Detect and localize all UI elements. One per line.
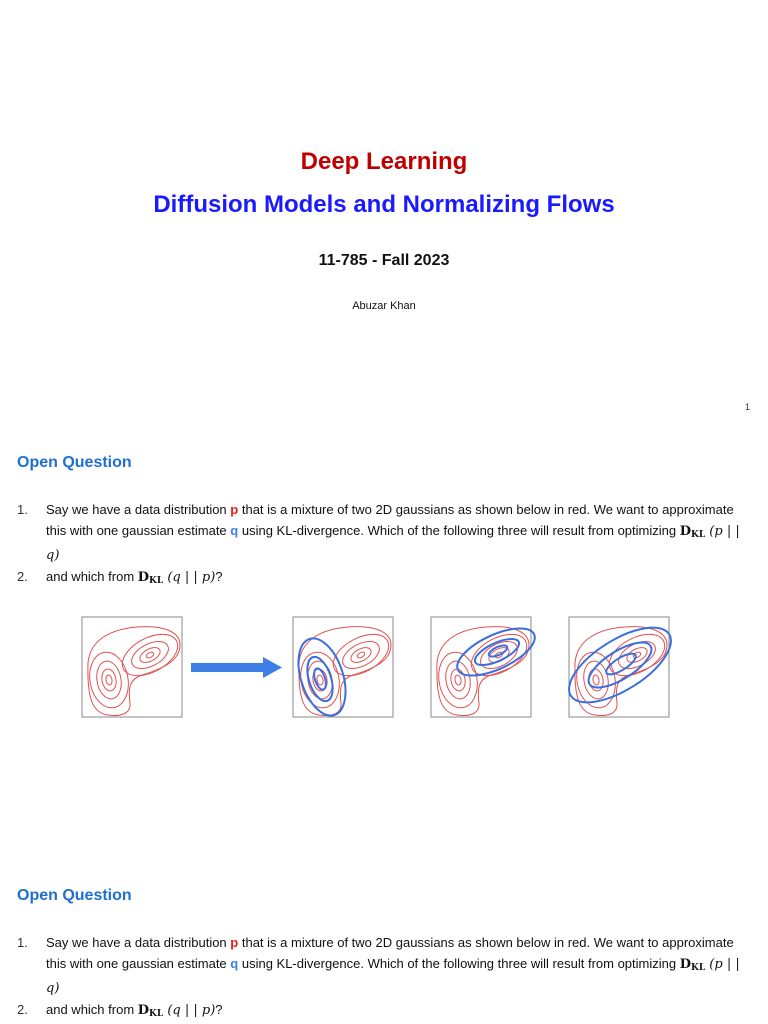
question-list xyxy=(17,933,747,1024)
slide-title: Deep Learning xyxy=(300,148,468,175)
question-slide xyxy=(0,430,768,860)
estimate-panel-b xyxy=(431,617,541,717)
question-item-1 xyxy=(17,933,747,1000)
kl-pq-expression: $D_{KL}$ (p | | q) xyxy=(46,523,740,563)
arrow-icon xyxy=(191,657,282,678)
estimate-panel-a xyxy=(290,617,396,720)
kl-qp-expression: $D_{KL}$ (q | | p) xyxy=(137,569,216,586)
author-name: Abuzar Khan xyxy=(352,300,416,312)
question-item-2 xyxy=(17,567,747,592)
kl-pq-expression: $D_{KL}$ (p | | q) xyxy=(46,956,740,996)
item-text: and which from $D_{KL}$ (q | | p)? xyxy=(46,568,223,586)
q-symbol: q xyxy=(230,522,239,538)
slide-subtitle: Diffusion Models and Normalizing Flows xyxy=(153,191,615,218)
question-item-2 xyxy=(17,1000,747,1024)
item-text: Say we have a data distribution p that is a mixture of two 2D gaussians as shown below in red. We want to approximate this with one gaussian estimate q using KL-divergence. Which of the following three will result from optimizing $D_{KL}$ (p | | q) xyxy=(46,502,740,563)
q-symbol: q xyxy=(230,955,239,971)
page-number: 1 xyxy=(745,402,751,412)
question-list xyxy=(17,500,747,591)
item-number: 2. xyxy=(17,1001,28,1017)
question-heading: Open Question xyxy=(17,454,132,471)
course-label: 11-785 - Fall 2023 xyxy=(318,252,450,269)
question-item-1 xyxy=(17,500,747,567)
item-number: 1. xyxy=(17,935,28,950)
estimate-panel-c xyxy=(558,615,683,717)
kl-qp-expression: $D_{KL}$ (q | | p) xyxy=(137,1002,216,1019)
p-symbol: p xyxy=(230,935,239,950)
item-text: and which from $D_{KL}$ (q | | p)? xyxy=(46,1001,223,1019)
item-number: 2. xyxy=(17,568,28,584)
distribution-figures xyxy=(0,615,768,720)
title-slide xyxy=(0,0,768,430)
question-heading: Open Question xyxy=(17,887,132,904)
question-slide-repeat xyxy=(0,860,768,1024)
p-symbol: p xyxy=(230,502,239,517)
item-number: 1. xyxy=(17,502,28,517)
item-text: Say we have a data distribution p that is a mixture of two 2D gaussians as shown below in red. We want to approximate this with one gaussian estimate q using KL-divergence. Which of the following three will result from optimizing $D_{KL}$ (p | | q) xyxy=(46,935,740,996)
target-distribution-panel xyxy=(82,617,184,717)
